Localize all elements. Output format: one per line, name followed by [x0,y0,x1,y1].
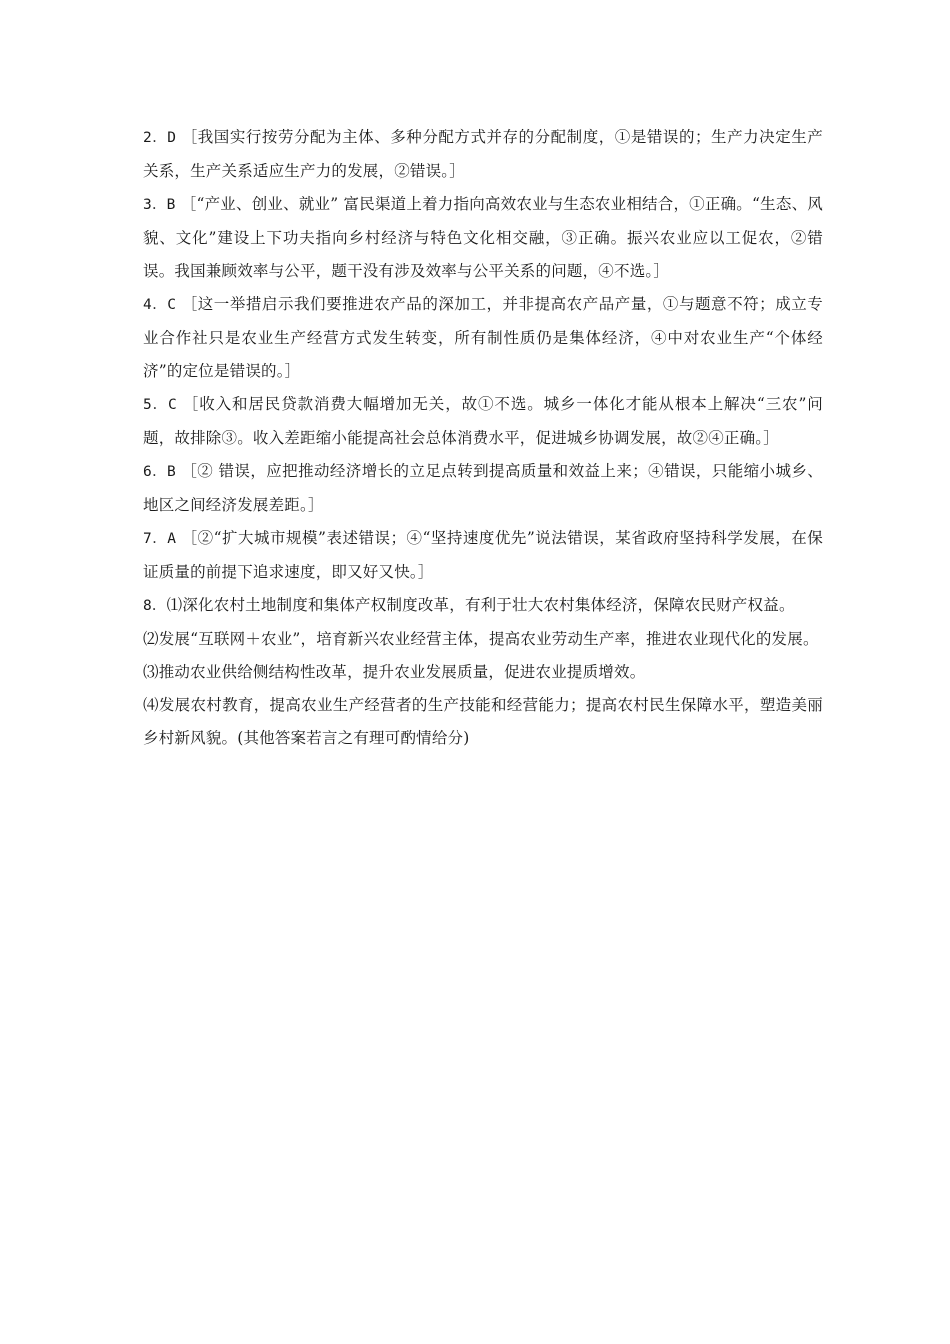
answer-number: 8． [143,598,167,614]
answer-explanation: ⑵发展“互联网＋农业”，培育新兴农业经营主体，提高农业劳动生产率，推进农业现代化的发展。 [143,630,819,648]
answer-number: 2．D [143,130,177,146]
answer-number: 7．A [143,531,177,547]
answer-number: 6．B [143,464,176,480]
answer-4 [143,288,823,388]
answer-7 [143,522,823,589]
answer-number: 5．C [143,397,177,413]
answer-3 [143,188,823,288]
answer-explanation: ［② 错误，应把推动经济增长的立足点转到提高质量和效益上来；④错误，只能缩小城乡、地区之间经济发展差距。］ [143,462,823,514]
answer-8-item-4 [143,689,823,755]
answer-key [143,121,823,755]
answer-explanation: ［“产业、创业、就业” 富民渠道上着力指向高效农业与生态农业相结合，①正确。“生态、风貌、文化”建设上下功夫指向乡村经济与特色文化相交融，③正确。振兴农业应以工促农，②错误。我国兼顾效率与公平，题干没有涉及效率与公平关系的问题，④不选。］ [143,195,823,280]
answer-explanation: ⑴深化农村土地制度和集体产权制度改革，有利于壮大农村集体经济，保障农民财产权益。 [166,596,795,614]
answer-5 [143,388,823,455]
answer-6 [143,455,823,522]
answer-explanation: ［②“扩大城市规模”表述错误；④“坚持速度优先”说法错误，某省政府坚持科学发展，在保证质量的前提下追求速度，即又好又快。］ [143,529,823,581]
answer-explanation: ⑶推动农业供给侧结构性改革，提升农业发展质量，促进农业提质增效。 [143,663,646,681]
answer-8-item-3 [143,656,823,689]
answer-8-item-2 [143,623,823,656]
answer-explanation: ［我国实行按劳分配为主体、多种分配方式并存的分配制度，①是错误的；生产力决定生产关系，生产关系适应生产力的发展，②错误。］ [143,128,823,180]
answer-number: 4．C [143,297,177,313]
answer-explanation: ［这一举措启示我们要推进农产品的深加工，并非提高农产品产量，①与题意不符；成立专业合作社只是农业生产经营方式发生转变，所有制性质仍是集体经济，④中对农业生产“个体经济”的定位是错误的。］ [143,295,823,380]
answer-8-item-1 [143,589,823,623]
answer-2 [143,121,823,188]
answer-number: 3．B [143,197,176,213]
answer-explanation: ⑷发展农村教育，提高农业生产经营者的生产技能和经营能力；提高农村民生保障水平，塑造美丽乡村新风貌。(其他答案若言之有理可酌情给分) [143,696,823,747]
answer-explanation: ［收入和居民贷款消费大幅增加无关，故①不选。城乡一体化才能从根本上解决“三农”问题，故排除③。收入差距缩小能提高社会总体消费水平，促进城乡协调发展，故②④正确。］ [143,395,823,447]
